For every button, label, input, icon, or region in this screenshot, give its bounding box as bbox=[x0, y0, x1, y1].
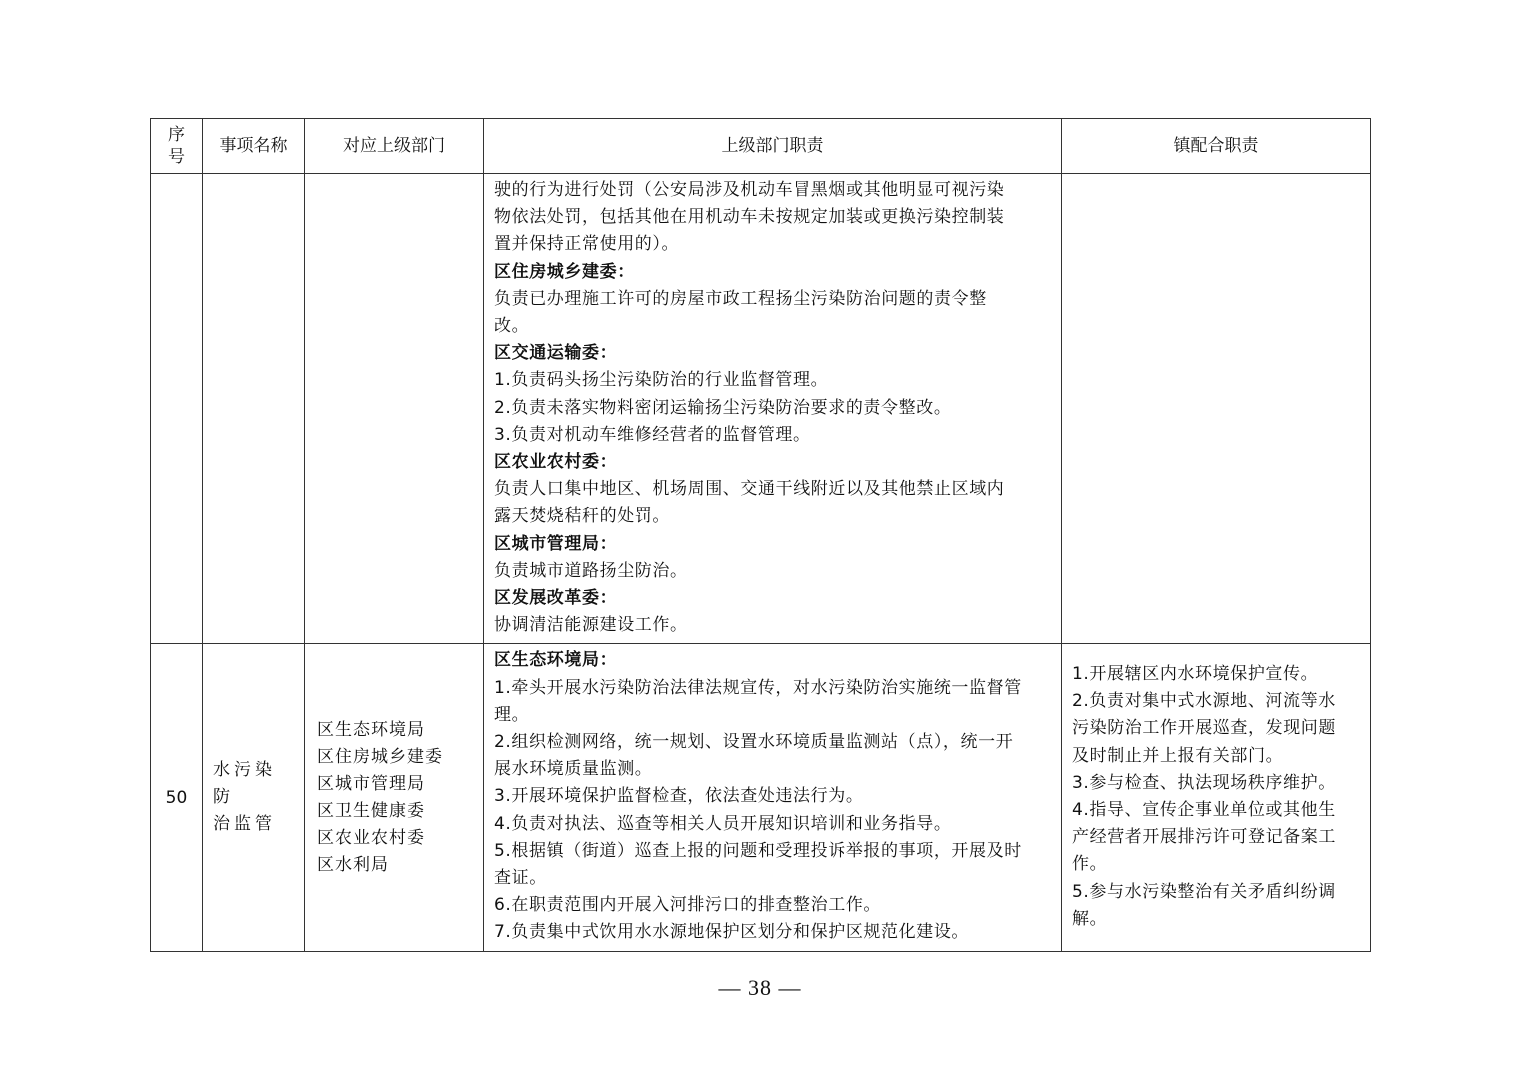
dept-line: 区卫生健康委 bbox=[317, 800, 425, 821]
duty-line: 查证。 bbox=[494, 868, 547, 889]
duty-line: 7.负责集中式饮用水水源地保护区划分和保护区规范化建设。 bbox=[494, 922, 970, 943]
cell-seq-50: 50 bbox=[151, 644, 203, 951]
dept-heading: 区生态环境局： bbox=[494, 650, 618, 671]
item-name-line: 治监管 bbox=[213, 814, 276, 835]
dept-line: 区水利局 bbox=[317, 854, 389, 875]
dept-line: 区住房城乡建委 bbox=[317, 746, 443, 767]
duty-line: 3.负责对机动车维修经营者的监督管理。 bbox=[494, 424, 811, 445]
header-item-name: 事项名称 bbox=[203, 119, 305, 174]
header-seq-line1: 序 bbox=[168, 125, 185, 145]
town-duty-line: 作。 bbox=[1072, 854, 1108, 875]
duty-line: 改。 bbox=[494, 316, 530, 337]
dept-heading: 区发展改革委： bbox=[494, 588, 618, 609]
town-duty-line: 产经营者开展排污许可登记备案工 bbox=[1072, 827, 1336, 848]
duty-line: 4.负责对执法、巡查等相关人员开展知识培训和业务指导。 bbox=[494, 813, 952, 834]
cell-upper-duty-continuation bbox=[484, 174, 1062, 644]
duty-line: 3.开展环境保护监督检查，依法查处违法行为。 bbox=[494, 786, 864, 807]
town-duty-line: 5.参与水污染整治有关矛盾纠纷调 bbox=[1072, 881, 1336, 902]
duty-line: 露天焚烧秸秆的处罚。 bbox=[494, 506, 670, 527]
dept-line: 区生态环境局 bbox=[317, 719, 425, 740]
duty-line: 1.牵头开展水污染防治法律法规宣传，对水污染防治实施统一监督管 bbox=[494, 677, 1022, 698]
cell-upper-duty-50 bbox=[484, 644, 1062, 951]
cell-town-duty-empty bbox=[1062, 174, 1371, 644]
duty-line: 展水环境质量监测。 bbox=[494, 759, 653, 780]
cell-dept-empty bbox=[305, 174, 484, 644]
duty-line: 6.在职责范围内开展入河排污口的排查整治工作。 bbox=[494, 895, 882, 916]
duty-line: 2.组织检测网络，统一规划、设置水环境质量监测站（点），统一开 bbox=[494, 732, 1014, 753]
upper-duty-text bbox=[484, 644, 1061, 950]
table-row-50 bbox=[151, 644, 1371, 951]
item-name-text bbox=[203, 757, 304, 838]
town-duty-line: 解。 bbox=[1072, 908, 1108, 929]
table-header-row bbox=[151, 119, 1371, 174]
duty-line: 5.根据镇（街道）巡查上报的问题和受理投诉举报的事项，开展及时 bbox=[494, 840, 1022, 861]
item-name-line: 水污染防 bbox=[213, 760, 276, 808]
header-dept: 对应上级部门 bbox=[305, 119, 484, 174]
table-row-continuation bbox=[151, 174, 1371, 644]
dept-line: 区农业农村委 bbox=[317, 827, 425, 848]
town-duty-line: 污染防治工作开展巡查，发现问题 bbox=[1072, 718, 1336, 739]
cell-item-empty bbox=[203, 174, 305, 644]
town-duty-line: 4.指导、宣传企事业单位或其他生 bbox=[1072, 800, 1336, 821]
duty-line: 协调清洁能源建设工作。 bbox=[494, 615, 688, 636]
header-seq bbox=[151, 119, 203, 174]
dept-line: 区城市管理局 bbox=[317, 773, 425, 794]
duty-table bbox=[150, 118, 1371, 952]
dept-heading: 区住房城乡建委： bbox=[494, 261, 635, 282]
page-number: — 38 — bbox=[718, 975, 802, 1000]
dept-heading: 区交通运输委： bbox=[494, 343, 618, 364]
duty-line: 理。 bbox=[494, 704, 530, 725]
town-duty-line: 1.开展辖区内水环境保护宣传。 bbox=[1072, 664, 1319, 685]
cell-item-name-50 bbox=[203, 644, 305, 951]
town-duty-line: 2.负责对集中式水源地、河流等水 bbox=[1072, 691, 1336, 712]
header-town-duty: 镇配合职责 bbox=[1062, 119, 1371, 174]
duty-line: 驶的行为进行处罚（公安局涉及机动车冒黑烟或其他明显可视污染 bbox=[494, 180, 1005, 200]
header-upper-duty: 上级部门职责 bbox=[484, 119, 1062, 174]
duty-line: 2.负责未落实物料密闭运输扬尘污染防治要求的责令整改。 bbox=[494, 397, 952, 418]
town-duty-line: 及时制止并上报有关部门。 bbox=[1072, 745, 1284, 766]
dept-list bbox=[305, 717, 483, 879]
duty-line: 负责人口集中地区、机场周围、交通干线附近以及其他禁止区域内 bbox=[494, 479, 1005, 500]
duty-line: 负责已办理施工许可的房屋市政工程扬尘污染防治问题的责令整 bbox=[494, 288, 987, 309]
town-duty-text bbox=[1062, 658, 1370, 937]
dept-heading: 区城市管理局： bbox=[494, 533, 618, 554]
duty-line: 负责城市道路扬尘防治。 bbox=[494, 560, 688, 581]
duty-line: 置并保持正常使用的）。 bbox=[494, 234, 680, 255]
header-seq-line2: 号 bbox=[168, 147, 185, 167]
dept-heading: 区农业农村委： bbox=[494, 452, 618, 473]
cell-dept-50 bbox=[305, 644, 484, 951]
duty-line: 1.负责码头扬尘污染防治的行业监督管理。 bbox=[494, 370, 829, 391]
upper-duty-text bbox=[484, 174, 1061, 643]
cell-town-duty-50 bbox=[1062, 644, 1371, 951]
town-duty-line: 3.参与检查、执法现场秩序维护。 bbox=[1072, 772, 1336, 793]
duty-line: 物依法处罚，包括其他在用机动车未按规定加装或更换污染控制装 bbox=[494, 207, 1005, 228]
cell-seq-empty bbox=[151, 174, 203, 644]
